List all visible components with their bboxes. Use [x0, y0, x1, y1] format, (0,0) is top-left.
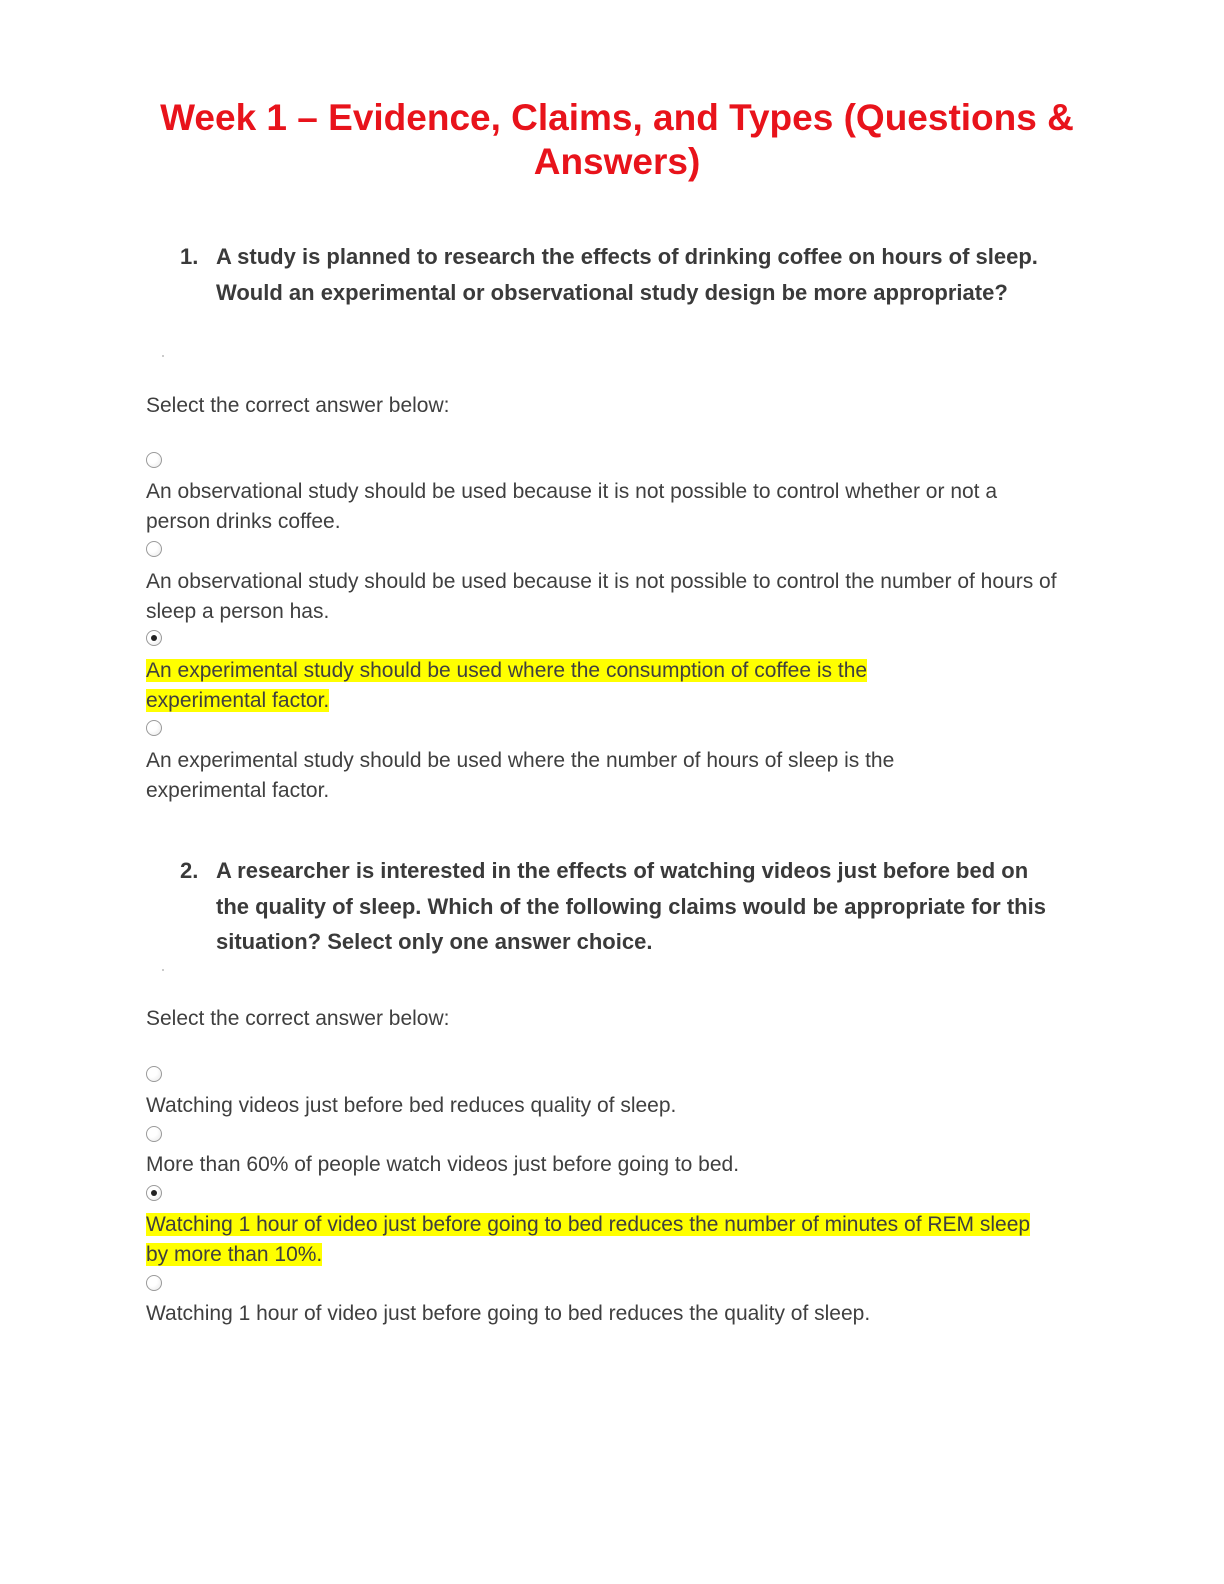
- answer-option: Watching 1 hour of video just before going to bed reduces the quality of sleep.: [146, 1302, 871, 1325]
- radio-button[interactable]: [146, 1066, 162, 1082]
- answer-option-correct: [146, 656, 976, 716]
- bullet-dot: [162, 355, 164, 357]
- answer-option: More than 60% of people watch videos just before going to bed.: [146, 1153, 740, 1176]
- question-number: 1.: [180, 244, 199, 269]
- answer-prompt: Select the correct answer below:: [146, 394, 450, 417]
- highlighted-answer: An experimental study should be used where the consumption of coffee is the experimental factor.: [146, 659, 868, 712]
- radio-button-selected[interactable]: [146, 630, 162, 646]
- radio-button[interactable]: [146, 720, 162, 736]
- radio-button[interactable]: [146, 1126, 162, 1142]
- question-number: 2.: [180, 858, 199, 883]
- question-1: [180, 239, 1060, 310]
- answer-option: An observational study should be used because it is not possible to control the number of hours of sleep a person has.: [146, 570, 1057, 623]
- question-text: A researcher is interested in the effects of watching videos just before bed on the quality of sleep. Which of the following claims would be appropriate for this situation? Select only one answer choice.: [216, 858, 1046, 954]
- radio-button[interactable]: [146, 1275, 162, 1291]
- answer-option: Watching videos just before bed reduces quality of sleep.: [146, 1094, 677, 1117]
- radio-button-selected[interactable]: [146, 1185, 162, 1201]
- radio-button[interactable]: [146, 452, 162, 468]
- question-text: A study is planned to research the effects of drinking coffee on hours of sleep. Would an experimental or observational study design be more appropriate?: [216, 244, 1038, 305]
- bullet-dot: [162, 969, 164, 971]
- highlighted-answer: Watching 1 hour of video just before going to bed reduces the number of minutes of REM sleep by more than 10%.: [146, 1213, 1031, 1266]
- answer-option: An experimental study should be used where the number of hours of sleep is the experimental factor.: [146, 749, 895, 802]
- radio-button[interactable]: [146, 541, 162, 557]
- question-2: [180, 853, 1060, 960]
- document-title-line-1: Week 1 – Evidence, Claims, and Types (Questions &: [160, 97, 1074, 138]
- answer-option: An observational study should be used because it is not possible to control whether or not a person drinks coffee.: [146, 480, 998, 533]
- answer-prompt: Select the correct answer below:: [146, 1007, 450, 1030]
- document-title-line-2: Answers): [533, 141, 701, 182]
- answer-option-correct: [146, 1210, 1046, 1270]
